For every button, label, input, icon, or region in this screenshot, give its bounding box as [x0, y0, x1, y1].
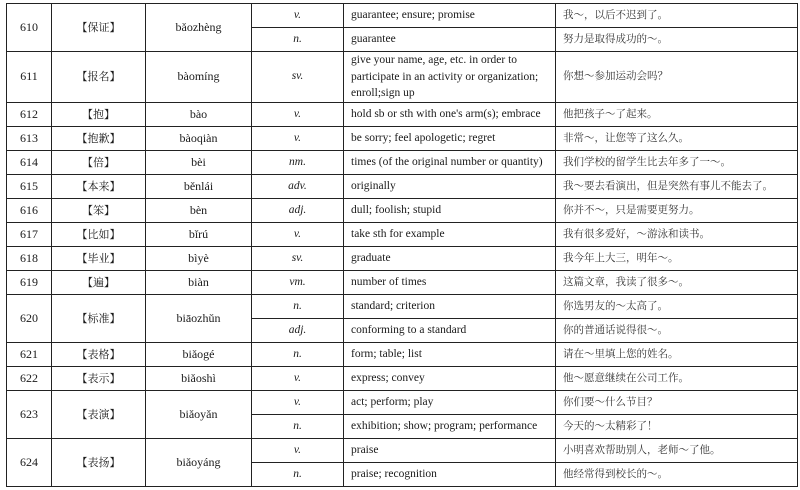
example-sentence: 这篇文章，我读了很多～。	[556, 270, 798, 294]
entry-pinyin: bèi	[146, 150, 252, 174]
example-sentence: 他经常得到校长的～。	[556, 462, 798, 486]
entry-pinyin: biǎoyǎn	[146, 390, 252, 438]
entry-pinyin: biāozhǔn	[146, 294, 252, 342]
definition: express; convey	[344, 366, 556, 390]
example-sentence: 你们要～什么节目？	[556, 390, 798, 414]
part-of-speech: v.	[252, 366, 344, 390]
table-row	[7, 270, 798, 294]
entry-word: 【表示】	[52, 366, 146, 390]
example-sentence: 你选男友的～太高了。	[556, 294, 798, 318]
part-of-speech: v.	[252, 390, 344, 414]
table-row	[7, 102, 798, 126]
part-of-speech: vm.	[252, 270, 344, 294]
entry-number: 617	[7, 222, 52, 246]
table-row	[7, 390, 798, 414]
entry-pinyin: běnlái	[146, 174, 252, 198]
entry-pinyin: bǎozhèng	[146, 4, 252, 52]
part-of-speech: v.	[252, 438, 344, 462]
part-of-speech: nm.	[252, 150, 344, 174]
definition: guarantee	[344, 28, 556, 52]
entry-word: 【比如】	[52, 222, 146, 246]
entry-pinyin: biǎoyáng	[146, 438, 252, 486]
entry-number: 620	[7, 294, 52, 342]
entry-number: 618	[7, 246, 52, 270]
entry-pinyin: bàoqiàn	[146, 126, 252, 150]
entry-number: 614	[7, 150, 52, 174]
entry-word: 【保证】	[52, 4, 146, 52]
definition: praise	[344, 438, 556, 462]
entry-number: 619	[7, 270, 52, 294]
entry-number: 612	[7, 102, 52, 126]
part-of-speech: adj.	[252, 318, 344, 342]
part-of-speech: sv.	[252, 246, 344, 270]
definition: standard; criterion	[344, 294, 556, 318]
part-of-speech: n.	[252, 28, 344, 52]
entry-word: 【抱】	[52, 102, 146, 126]
definition: praise; recognition	[344, 462, 556, 486]
definition: dull; foolish; stupid	[344, 198, 556, 222]
example-sentence: 他～愿意继续在公司工作。	[556, 366, 798, 390]
entry-number: 615	[7, 174, 52, 198]
table-row	[7, 198, 798, 222]
entry-number: 610	[7, 4, 52, 52]
table-row	[7, 222, 798, 246]
entry-word: 【抱歉】	[52, 126, 146, 150]
definition: guarantee; ensure; promise	[344, 4, 556, 28]
entry-pinyin: biǎogé	[146, 342, 252, 366]
entry-word: 【本来】	[52, 174, 146, 198]
example-sentence: 我有很多爱好，～游泳和读书。	[556, 222, 798, 246]
example-sentence: 请在～里填上您的姓名。	[556, 342, 798, 366]
entry-pinyin: bào	[146, 102, 252, 126]
definition: graduate	[344, 246, 556, 270]
entry-number: 616	[7, 198, 52, 222]
table-row	[7, 126, 798, 150]
definition: originally	[344, 174, 556, 198]
entry-word: 【倍】	[52, 150, 146, 174]
example-sentence: 他把孩子～了起来。	[556, 102, 798, 126]
entry-number: 623	[7, 390, 52, 438]
entry-pinyin: bèn	[146, 198, 252, 222]
entry-number: 621	[7, 342, 52, 366]
entry-pinyin: bǐrú	[146, 222, 252, 246]
entry-number: 622	[7, 366, 52, 390]
part-of-speech: n.	[252, 342, 344, 366]
part-of-speech: v.	[252, 126, 344, 150]
entry-pinyin: biǎoshì	[146, 366, 252, 390]
part-of-speech: n.	[252, 462, 344, 486]
definition: number of times	[344, 270, 556, 294]
entry-word: 【标准】	[52, 294, 146, 342]
table-row	[7, 246, 798, 270]
entry-word: 【表格】	[52, 342, 146, 366]
table-row	[7, 150, 798, 174]
table-row	[7, 4, 798, 28]
vocabulary-table	[6, 3, 798, 487]
entry-word: 【表演】	[52, 390, 146, 438]
table-row	[7, 438, 798, 462]
example-sentence: 非常～，让您等了这么久。	[556, 126, 798, 150]
entry-pinyin: bàomíng	[146, 52, 252, 103]
definition: exhibition; show; program; performance	[344, 414, 556, 438]
definition: give your name, age, etc. in order to participate in an activity or organization; enroll;sign up	[344, 52, 556, 103]
part-of-speech: v.	[252, 102, 344, 126]
part-of-speech: n.	[252, 294, 344, 318]
part-of-speech: adv.	[252, 174, 344, 198]
part-of-speech: sv.	[252, 52, 344, 103]
entry-pinyin: bìyè	[146, 246, 252, 270]
entry-word: 【毕业】	[52, 246, 146, 270]
entry-pinyin: biàn	[146, 270, 252, 294]
entry-word: 【遍】	[52, 270, 146, 294]
example-sentence: 我们学校的留学生比去年多了一～。	[556, 150, 798, 174]
example-sentence: 小明喜欢帮助别人，老师～了他。	[556, 438, 798, 462]
table-row	[7, 174, 798, 198]
example-sentence: 我～，以后不迟到了。	[556, 4, 798, 28]
entry-number: 611	[7, 52, 52, 103]
entry-word: 【笨】	[52, 198, 146, 222]
part-of-speech: n.	[252, 414, 344, 438]
example-sentence: 我～要去看演出，但是突然有事儿不能去了。	[556, 174, 798, 198]
part-of-speech: adj.	[252, 198, 344, 222]
definition: form; table; list	[344, 342, 556, 366]
example-sentence: 你的普通话说得很～。	[556, 318, 798, 342]
example-sentence: 你想～参加运动会吗？	[556, 52, 798, 103]
example-sentence: 我今年上大三，明年～。	[556, 246, 798, 270]
example-sentence: 今天的～太精彩了！	[556, 414, 798, 438]
table-row	[7, 366, 798, 390]
definition: times (of the original number or quantity)	[344, 150, 556, 174]
table-row	[7, 52, 798, 103]
entry-word: 【报名】	[52, 52, 146, 103]
entry-number: 613	[7, 126, 52, 150]
part-of-speech: v.	[252, 222, 344, 246]
entry-word: 【表扬】	[52, 438, 146, 486]
definition: hold sb or sth with one's arm(s); embrace	[344, 102, 556, 126]
part-of-speech: v.	[252, 4, 344, 28]
entry-number: 624	[7, 438, 52, 486]
example-sentence: 努力是取得成功的～。	[556, 28, 798, 52]
definition: act; perform; play	[344, 390, 556, 414]
table-row	[7, 342, 798, 366]
definition: conforming to a standard	[344, 318, 556, 342]
definition: take sth for example	[344, 222, 556, 246]
table-row	[7, 294, 798, 318]
example-sentence: 你并不～，只是需要更努力。	[556, 198, 798, 222]
definition: be sorry; feel apologetic; regret	[344, 126, 556, 150]
